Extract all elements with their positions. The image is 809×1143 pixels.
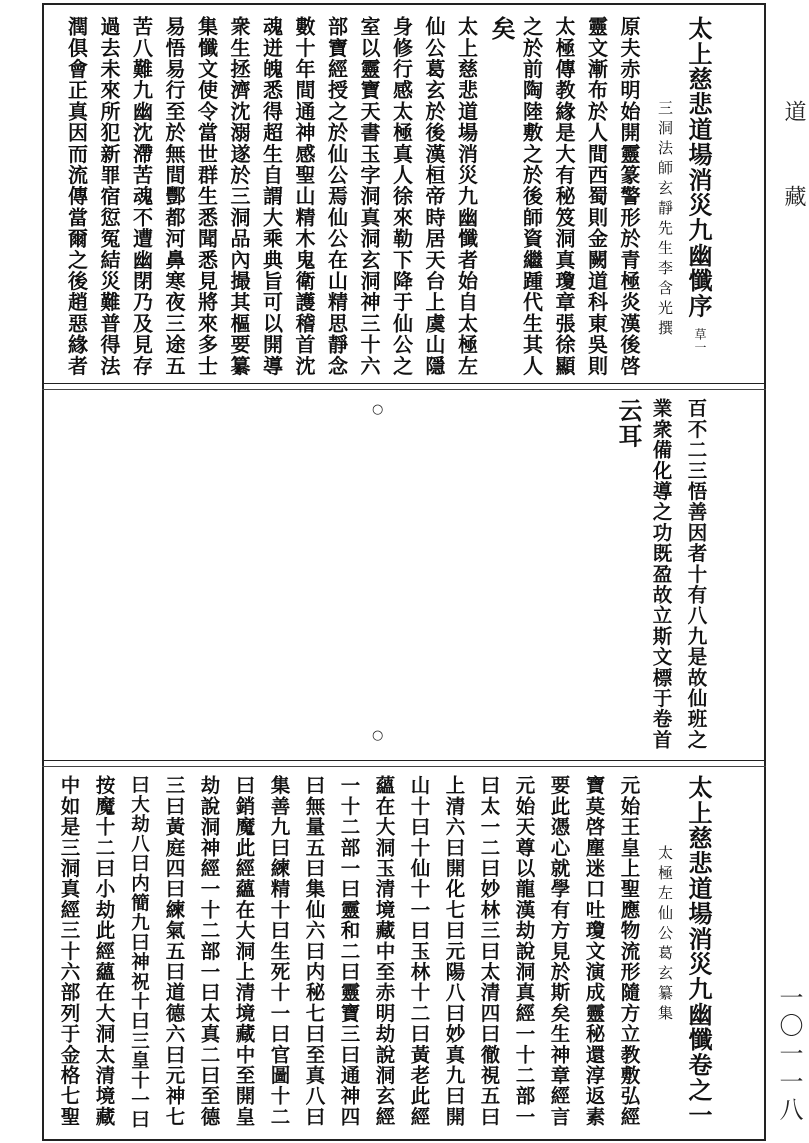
- panel3-line: 三曰黃庭四曰練氣五曰道德六曰元神七: [162, 775, 186, 1127]
- panel1-line: 過去未來所犯新罪宿愆冤結災難普得法: [97, 16, 121, 377]
- preface-author: 三洞法師玄靜先生李含光撰: [656, 100, 674, 340]
- panel3-line: 要此憑心就學有方見於斯矣生神章經言: [547, 775, 571, 1127]
- panel3-line: 寶莫啓塵迷口吐瓊文演成靈秘還淳返素: [582, 775, 606, 1127]
- panel1-line: 原夫赤明始開靈篆警形於青極炎漢後啓: [617, 16, 641, 377]
- panel2-line: 業衆備化導之功既盈故立斯文標于卷首: [649, 398, 673, 750]
- panel-divider-bottom: [42, 760, 766, 761]
- panel1-line: 靈文漸布於人間西蜀則金闕道科東吳則: [584, 16, 609, 377]
- panel1-line: 集懺文使令當世群生悉聞悉見將來多士: [194, 16, 219, 377]
- panel3-line: 曰大劫八曰内簡九曰神祝十曰三皇十一曰: [128, 775, 150, 1130]
- panel1-line: 數十年間通神感聖山精木鬼衛護稽首沈: [292, 16, 316, 377]
- panel-divider-bottom-inner: [42, 766, 766, 767]
- panel3-line: 元始天尊以龍漢劫說洞真經一十二部一: [512, 775, 536, 1127]
- panel3-line: 上清六曰開化七曰元陽八曰妙真九曰開: [442, 775, 466, 1127]
- panel1-line: 魂迸魄悉得超生自謂大乘典旨可以開導: [259, 16, 284, 377]
- panel3-line: 曰無量五曰集仙六曰内秘七曰至真八曰: [302, 775, 326, 1127]
- sheet-mark: 草一: [693, 328, 707, 354]
- panel1-line: 潤俱會正真因而流傳當爾之後趙惡緣者: [64, 16, 89, 377]
- panel1-line: 衆生拯濟沈溺遂於三洞品內撮其樞要纂: [227, 16, 251, 377]
- scroll-author: 太極左仙公葛玄纂集: [656, 845, 674, 1025]
- panel3-line: 曰太一二曰妙林三曰太清四曰徹視五曰: [477, 775, 501, 1127]
- panel1-line: 苦八難九幽沈滯苦魂不遭幽閉乃及見存: [129, 16, 154, 377]
- panel2-line: 百不二三悟善因者十有八九是故仙班之: [684, 398, 708, 750]
- panel3-line: 按魔十二曰小劫此經蘊在大洞太清境藏: [92, 775, 116, 1127]
- preface-title: 太上慈悲道場消災九幽懺序: [684, 16, 713, 319]
- panel3-line: 曰銷魔此經蘊在大洞上清境藏中至開皇: [232, 775, 256, 1127]
- panel1-line: 室以靈寶天書玉字洞真洞玄洞神三十六: [357, 16, 381, 377]
- panel2-line: 云耳: [614, 398, 643, 449]
- panel1-line: 身修行感太極真人徐來勒下降于仙公之: [389, 16, 414, 377]
- panel3-line: 劫說洞神經一十二部一曰太真二曰至德: [197, 775, 221, 1127]
- panel3-line: 元始王皇上聖應物流形隨方立教敷弘經: [617, 775, 641, 1127]
- panel3-line: 中如是三洞真經三十六部列于金格七聖: [57, 775, 81, 1127]
- panel-divider-top-inner: [42, 389, 766, 390]
- panel3-line: 山十曰十仙十一曰玉林十二曰黃老此經: [407, 775, 431, 1127]
- panel-divider-top: [42, 383, 766, 384]
- panel1-line: 仙公葛玄於後漢桓帝時居天台上虞山隱: [422, 16, 446, 377]
- scroll-title: 太上慈悲道場消災九幽懺卷之一: [684, 775, 713, 1128]
- seal-circle: ○: [372, 728, 384, 743]
- panel3-line: 蘊在大洞玉清境藏中至赤明劫說洞玄經: [372, 775, 396, 1127]
- panel1-line: 易悟易行至於無間酆都河鼻寒夜三途五: [162, 16, 186, 377]
- page-number: 一〇一一八: [775, 985, 803, 1125]
- panel3-line: 集善九曰練精十曰生死十一曰官圖十二: [267, 775, 291, 1127]
- margin-label-mid: 藏: [781, 185, 806, 207]
- panel1-line: 矣: [487, 16, 516, 42]
- margin-label-top: 道: [781, 100, 806, 122]
- panel1-line: 太上慈悲道場消災九幽懺者始自太極左: [454, 16, 479, 377]
- seal-circle: ○: [372, 402, 384, 417]
- panel1-line: 之於前陶陸敷之於後師資繼踵代生其人: [519, 16, 544, 377]
- panel3-line: 一十二部一曰靈和二曰靈寶三曰通神四: [337, 775, 361, 1127]
- panel1-line: 部寶經授之於仙公焉仙公在山精思靜念: [324, 16, 349, 377]
- panel1-line: 太極傳教緣是大有秘笈洞真瓊章張徐顯: [552, 16, 576, 377]
